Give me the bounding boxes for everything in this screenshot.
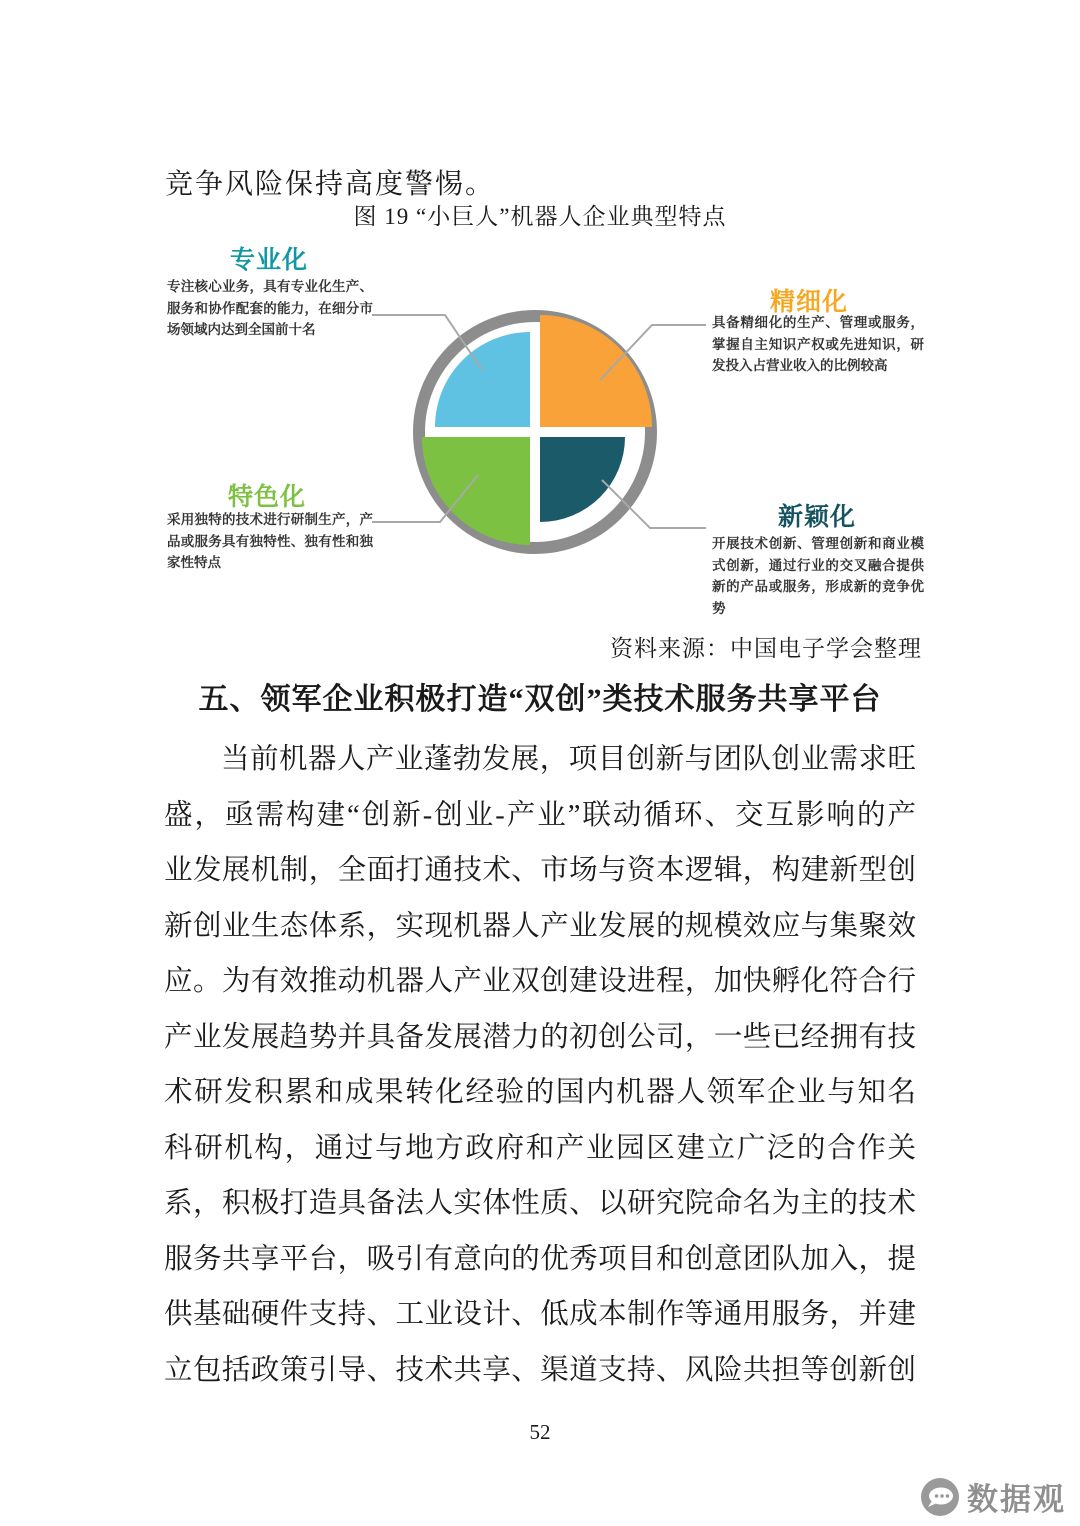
body-line: 当前机器人产业蓬勃发展，项目创新与团队创业需求旺	[221, 744, 916, 775]
quadrant-title-xinyinghua: 新颖化	[778, 503, 857, 531]
quadrant-title-tesehua: 特色化	[228, 483, 307, 511]
quadrant-desc-zhuanyehua: 专注核心业务，具有专业化生产、服务和协作配套的能力，在细分市场领域内达到全国前十名	[167, 279, 373, 338]
watermark-label: 数据观	[967, 1482, 1066, 1517]
body-line: 系，积极打造具备法人实体性质、以研究院命名为主的技术	[164, 1188, 916, 1219]
quadrant-desc-tesehua: 采用独特的技术进行研制生产，产品或服务具有独特性、独有性和独家性特点	[167, 512, 373, 571]
body-line: 应。为有效推动机器人产业双创建设进程，加快孵化符合行	[164, 966, 916, 997]
body-line: 盛，亟需构建“创新-创业-产业”联动循环、交互影响的产	[164, 799, 916, 831]
watermark	[920, 1474, 1066, 1519]
body-line: 服务共享平台，吸引有意向的优秀项目和创意团队加入，提	[164, 1243, 916, 1275]
quadrant-title-jingxihua: 精细化	[770, 288, 849, 316]
figure-caption: 图 19 “小巨人”机器人企业典型特点	[353, 204, 727, 229]
body-line: 产业发展趋势并具备发展潜力的初创公司，一些已经拥有技	[164, 1021, 916, 1053]
page-number: 52	[529, 1420, 551, 1444]
slice-jingxihua	[540, 315, 652, 427]
quadrant-desc-jingxihua: 具备精细化的生产、管理或服务，掌握自主知识产权或先进知识，研发投入占营业收入的比例较高	[712, 315, 924, 374]
quadrant-title-zhuanyehua: 专业化	[230, 246, 309, 274]
quadrant-desc-xinyinghua: 开展技术创新、管理创新和商业模式创新，通过行业的交叉融合提供新的产品或服务，形成新的竞争优势	[712, 536, 924, 616]
body-line: 供基础硬件支持、工业设计、低成本制作等通用服务，并建	[164, 1299, 916, 1330]
body-line: 术研发积累和成果转化经验的国内机器人领军企业与知名	[164, 1077, 916, 1108]
body-line: 科研机构，通过与地方政府和产业园区建立广泛的合作关	[164, 1132, 916, 1164]
quadrant-diagram	[0, 230, 1080, 635]
section-heading: 五、领军企业积极打造“双创”类技术服务共享平台	[198, 683, 882, 716]
figure-source: 资料来源：中国电子学会整理	[610, 636, 922, 661]
body-paragraph	[164, 732, 916, 1398]
body-line: 业发展机制，全面打通技术、市场与资本逻辑，构建新型创	[164, 855, 916, 886]
intro-text: 竞争风险保持高度警惕。	[165, 169, 496, 200]
slice-tesehua	[422, 437, 530, 545]
body-line: 立包括政策引导、技术共享、渠道支持、风险共担等创新创	[164, 1354, 916, 1386]
shujuguan-logo-icon	[920, 1477, 960, 1517]
body-line: 新创业生态体系，实现机器人产业发展的规模效应与集聚效	[164, 910, 916, 942]
